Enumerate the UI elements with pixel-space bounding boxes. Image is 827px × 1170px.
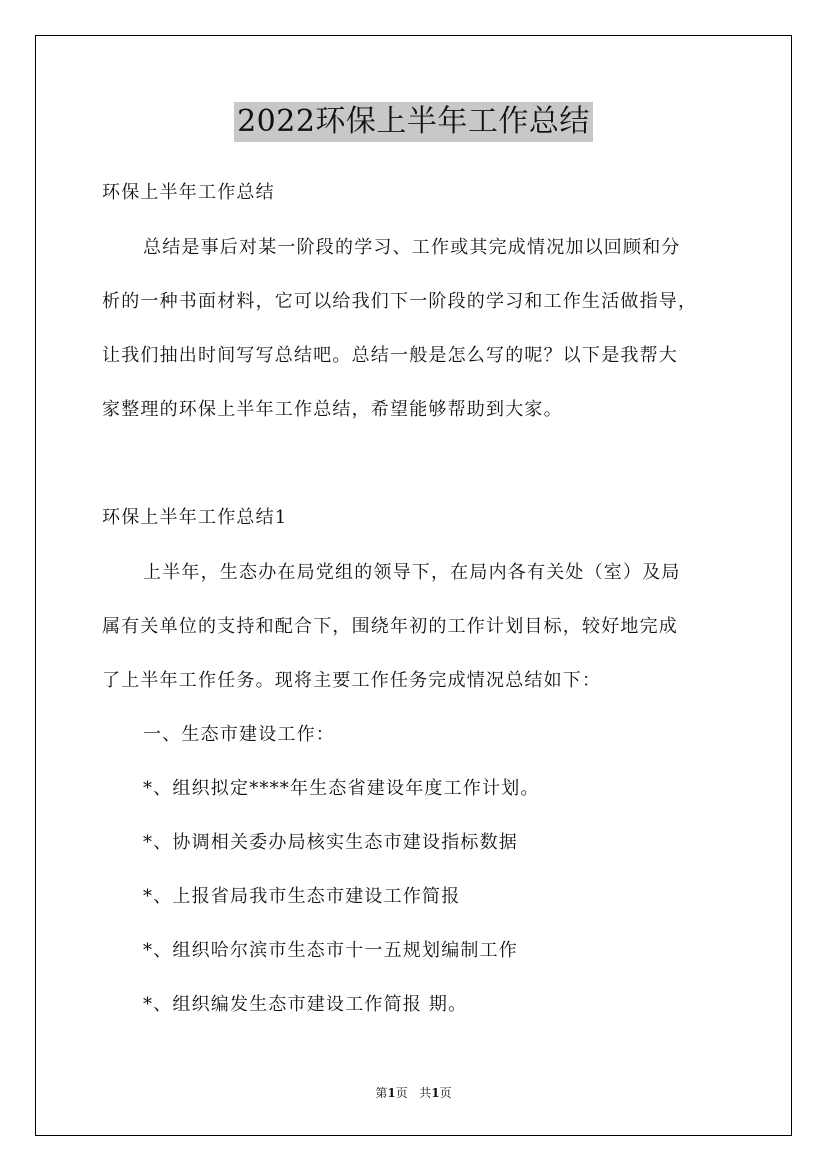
list-item: *、协调相关委办局核实生态市建设指标数据	[143, 832, 518, 853]
list-item: *、上报省局我市生态市建设工作简报	[143, 886, 461, 907]
footer-mid: 页 共	[395, 1086, 432, 1100]
footer-prefix: 第	[375, 1086, 388, 1100]
intro-line: 让我们抽出时间写写总结吧。总结一般是怎么写的呢？以下是我帮大	[102, 345, 678, 366]
intro-line: 析的一种书面材料，它可以给我们下一阶段的学习和工作生活做指导，	[102, 291, 698, 312]
footer-suffix: 页	[439, 1086, 452, 1100]
subtitle: 环保上半年工作总结	[102, 182, 275, 203]
list-item: *、组织拟定****年生态省建设年度工作计划。	[143, 778, 540, 799]
list-item: *、组织编发生态市建设工作简报 期。	[143, 994, 468, 1015]
paragraph-line: 属有关单位的支持和配合下，围绕年初的工作计划目标，较好地完成	[102, 616, 678, 637]
paragraph-line: 上半年，生态办在局党组的领导下，在局内各有关处（室）及局	[143, 562, 681, 583]
footer-page-total: 1	[431, 1086, 440, 1100]
intro-line: 家整理的环保上半年工作总结，希望能够帮助到大家。	[102, 399, 563, 420]
paragraph-line: 了上半年工作任务。现将主要工作任务完成情况总结如下：	[102, 670, 602, 691]
title-container	[0, 102, 827, 142]
footer-page-number: 1	[387, 1086, 396, 1100]
intro-line: 总结是事后对某一阶段的学习、工作或其完成情况加以回顾和分	[143, 237, 681, 258]
document-title: 2022环保上半年工作总结	[234, 102, 593, 142]
subheading: 一、生态市建设工作：	[143, 724, 335, 745]
page-footer	[0, 1085, 827, 1101]
list-item: *、组织哈尔滨市生态市十一五规划编制工作	[143, 940, 518, 961]
section-heading: 环保上半年工作总结1	[102, 507, 288, 528]
